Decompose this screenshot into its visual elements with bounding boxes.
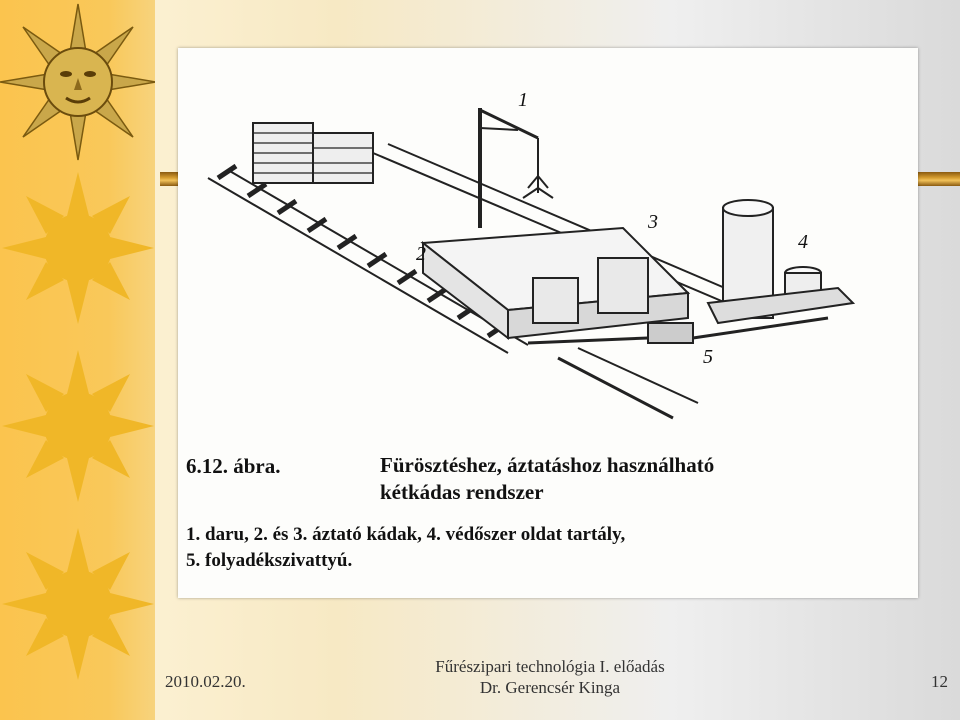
- figure-legend: [186, 522, 906, 574]
- footer-date: 2010.02.20.: [165, 672, 246, 691]
- callout-2: 2: [416, 243, 426, 265]
- scanned-figure: [178, 48, 918, 598]
- sun-icon: [0, 524, 155, 684]
- callout-5: 5: [703, 346, 713, 368]
- callout-4: 4: [798, 231, 808, 253]
- decorative-sidebar: [0, 0, 155, 720]
- figure-legend-line-2: 5. folyadékszivattyú.: [186, 550, 353, 571]
- figure-title-line-1: Fürösztéshez, áztatáshoz használható: [380, 453, 715, 477]
- figure-number: 6.12. ábra.: [186, 454, 281, 478]
- figure-title: [380, 452, 900, 506]
- callout-3: 3: [648, 211, 658, 233]
- figure-title-line-2: kétkádas rendszer: [380, 480, 544, 504]
- dipping-system-drawing: [178, 48, 918, 448]
- figure-legend-line-1: 1. daru, 2. és 3. áztató kádak, 4. védőszer oldat tartály,: [186, 524, 626, 545]
- footer-author: Dr. Gerencsér Kinga: [479, 678, 621, 697]
- footer-course: Fűrészipari technológia I. előadás: [435, 657, 665, 676]
- sun-face-icon: [0, 0, 155, 165]
- callout-1: 1: [518, 89, 528, 111]
- footer-course-info: [380, 656, 720, 698]
- sun-icon: [0, 346, 155, 506]
- sun-icon: [0, 168, 155, 328]
- page-number: 12: [931, 672, 948, 691]
